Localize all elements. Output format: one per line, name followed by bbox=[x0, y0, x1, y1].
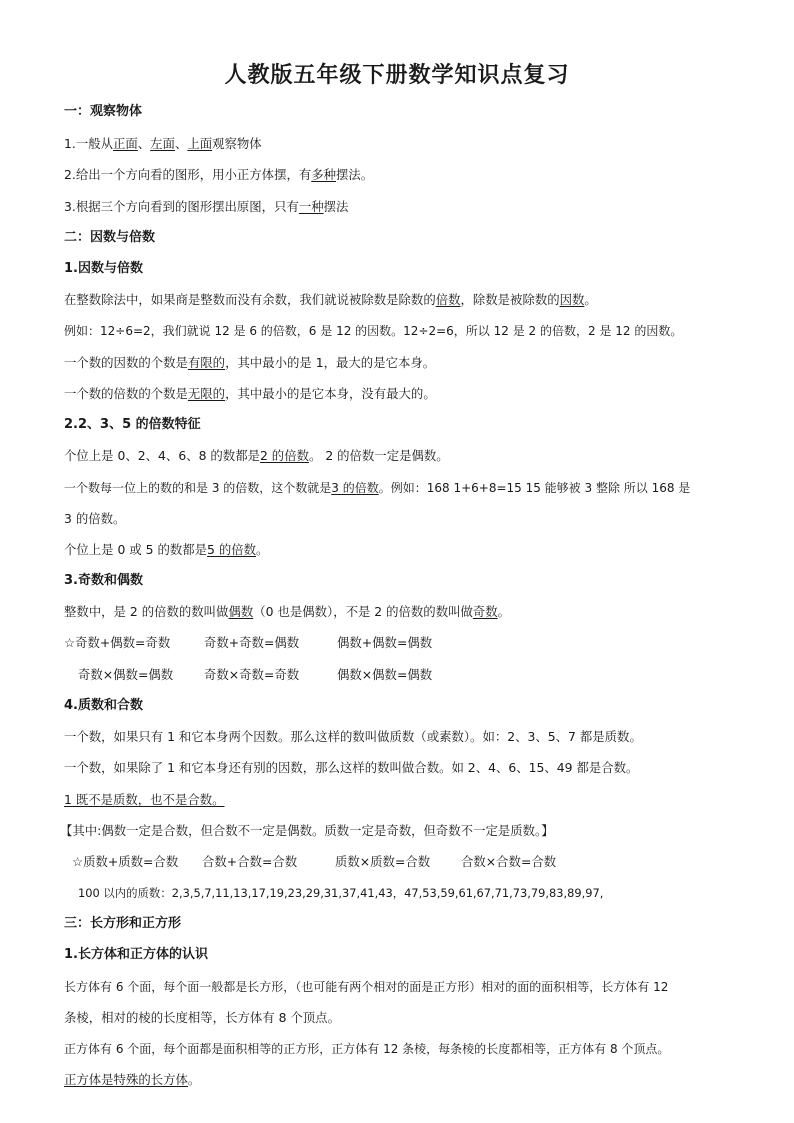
text: 、 bbox=[137, 136, 151, 151]
paragraph-s2-p4 bbox=[64, 385, 436, 403]
rule-row-odd-even-sum bbox=[64, 634, 432, 652]
rule: 质数×质数=合数 bbox=[335, 854, 431, 869]
paragraph-s2-p3 bbox=[64, 354, 435, 372]
underlined-term: 因数 bbox=[559, 292, 585, 307]
text: 。 bbox=[497, 604, 511, 619]
paragraph-s3-p2: 正方体有 6 个面，每个面都是面积相等的正方形，正方体有 12 条棱，每条棱的长度都相等，正方体有 8 个顶点。 bbox=[64, 1042, 670, 1056]
underlined-term: 偶数 bbox=[228, 604, 254, 619]
underlined-term: 一种 bbox=[298, 199, 324, 214]
text: 。 bbox=[584, 292, 597, 307]
text: 一个数的因数的个数是 bbox=[64, 355, 188, 370]
paragraph-s3-p3 bbox=[64, 1071, 200, 1089]
underlined-term: 无限的 bbox=[187, 386, 226, 401]
text: 在整数除法中，如果商是整数而没有余数，我们就说被除数是除数的 bbox=[64, 292, 436, 307]
text: 个位上是 0、2、4、6、8 的数都是 bbox=[64, 448, 260, 463]
text: 2.给出一个方向看的图形，用小正方体摆，有 bbox=[64, 167, 312, 182]
underlined-term: 有限的 bbox=[187, 355, 226, 370]
rule: ☆奇数+偶数=奇数 bbox=[64, 635, 171, 650]
underlined-term: 奇数 bbox=[472, 604, 498, 619]
text: 、 bbox=[174, 136, 188, 151]
underlined-term: 正面 bbox=[113, 136, 138, 151]
text: 一个数的倍数的个数是 bbox=[64, 386, 188, 401]
rule: 偶数+偶数=偶数 bbox=[337, 635, 433, 650]
text: 3.根据三个方向看到的图形摆出原图，只有 bbox=[64, 199, 299, 214]
paragraph-s2-p6 bbox=[64, 479, 690, 497]
text: 1.一般从 bbox=[64, 136, 113, 151]
text: 观察物体 bbox=[212, 136, 262, 151]
paragraph-s2-p8 bbox=[64, 603, 510, 621]
section-heading-cuboid: 三：长方形和正方形 bbox=[64, 916, 182, 931]
subheading-prime-composite: 4.质数和合数 bbox=[64, 698, 143, 713]
underlined-term: 正方体是特殊的长方体 bbox=[64, 1072, 188, 1087]
subheading-multiples-2-3-5: 2.2、3、5 的倍数特征 bbox=[64, 417, 201, 432]
underlined-term: 3 的倍数 bbox=[331, 481, 379, 495]
paragraph-s2-p11: 1 既不是质数，也不是合数。 bbox=[64, 792, 225, 807]
page-title: 人教版五年级下册数学知识点复习 bbox=[224, 62, 570, 88]
text: 一个数每一位上的数的和是 3 的倍数，这个数就是 bbox=[64, 481, 332, 495]
rule: 合数+合数=合数 bbox=[202, 854, 298, 869]
paragraph-s2-p7 bbox=[64, 541, 268, 559]
section-heading-factors: 二：因数与倍数 bbox=[64, 230, 156, 245]
text: ，其中最小的是它本身，没有最大的。 bbox=[225, 386, 436, 401]
paragraph-s3-p1: 长方体有 6 个面，每个面一般都是长方形，（也可能有两个相对的面是正方形）相对的面的面积相等，长方体有 12 bbox=[64, 980, 669, 994]
text: 个位上是 0 或 5 的数都是 bbox=[64, 542, 208, 557]
paragraph-s2-p6-cont: 3 的倍数。 bbox=[64, 511, 126, 526]
text: ，其中最小的是 1，最大的是它本身。 bbox=[225, 355, 436, 370]
underlined-term: 上面 bbox=[187, 136, 213, 151]
text: 整数中，是 2 的倍数的数叫做 bbox=[64, 604, 229, 619]
paragraph-s2-p5 bbox=[64, 447, 449, 465]
paragraph-s1-l3 bbox=[64, 198, 348, 216]
subheading-odd-even: 3.奇数和偶数 bbox=[64, 573, 143, 588]
subheading-cuboid-cube: 1.长方体和正方体的认识 bbox=[64, 947, 208, 962]
underlined-term: 5 的倍数 bbox=[207, 542, 257, 557]
text: 。例如：168 1+6+8=15 15 能够被 3 整除 所以 168 是 bbox=[378, 481, 691, 495]
rule: 合数×合数=合数 bbox=[461, 854, 557, 869]
rule-row-odd-even-product bbox=[78, 666, 432, 684]
underlined-term: 多种 bbox=[311, 167, 337, 182]
text: 摆法。 bbox=[336, 167, 374, 182]
paragraph-s2-p10: 一个数，如果除了 1 和它本身还有别的因数，那么这样的数叫做合数。如 2、4、6、15、49 都是合数。 bbox=[64, 760, 639, 775]
paragraph-s1-l2 bbox=[64, 166, 373, 184]
paragraph-s1-l1 bbox=[64, 135, 262, 153]
rule-row-prime-composite bbox=[72, 853, 556, 871]
underlined-term: 倍数 bbox=[435, 292, 461, 307]
subheading-factors-multiples: 1.因数与倍数 bbox=[64, 261, 143, 276]
text: 。 2 的倍数一定是偶数。 bbox=[308, 448, 449, 463]
text: 。 bbox=[187, 1072, 201, 1087]
text: （0 也是偶数），不是 2 的倍数的数叫做 bbox=[253, 604, 473, 619]
text: 。 bbox=[256, 542, 269, 557]
text: 摆法 bbox=[323, 199, 349, 214]
paragraph-s2-p2: 例如：12÷6=2，我们就说 12 是 6 的倍数，6 是 12 的因数。12÷2=6，所以 12 是 2 的倍数，2 是 12 的因数。 bbox=[64, 324, 683, 338]
paragraph-s3-p1-cont: 条棱，相对的棱的长度相等，长方体有 8 个顶点。 bbox=[64, 1010, 340, 1025]
rule: 奇数×奇数=奇数 bbox=[204, 667, 300, 682]
paragraph-s2-p12: 【其中:偶数一定是合数，但合数不一定是偶数。质数一定是奇数，但奇数不一定是质数。】 bbox=[60, 823, 554, 838]
primes-under-100: 100 以内的质数：2,3,5,7,11,13,17,19,23,29,31,37,41,43，47,53,59,61,67,71,73,79,83,89,97, bbox=[78, 886, 604, 900]
paragraph-s2-p1 bbox=[64, 291, 597, 309]
text: ，除数是被除数的 bbox=[460, 292, 560, 307]
rule: ☆质数+质数=合数 bbox=[72, 854, 179, 869]
paragraph-s2-p9: 一个数，如果只有 1 和它本身两个因数。那么这样的数叫做质数（或素数）。如：2、3、5、7 都是质数。 bbox=[64, 729, 642, 744]
underlined-term: 左面 bbox=[150, 136, 175, 151]
underlined-term: 2 的倍数 bbox=[259, 448, 309, 463]
rule: 偶数×偶数=偶数 bbox=[337, 667, 433, 682]
section-heading-observe: 一：观察物体 bbox=[64, 104, 143, 119]
rule: 奇数×偶数=偶数 bbox=[78, 667, 174, 682]
rule: 奇数+奇数=偶数 bbox=[204, 635, 300, 650]
